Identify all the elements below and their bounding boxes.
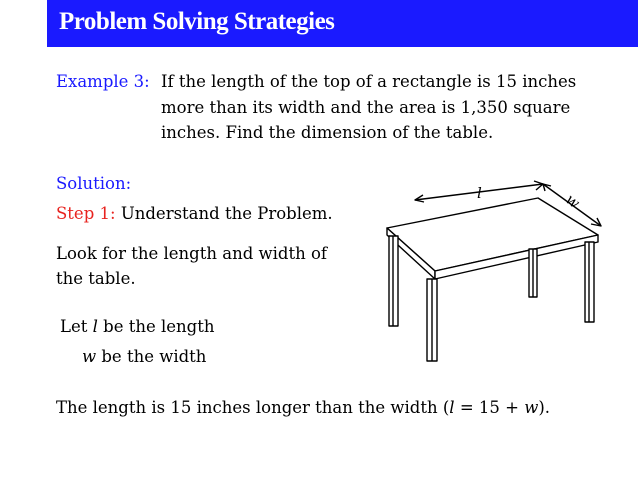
- relation-text: The length is 15 inches longer than the width (: [56, 398, 450, 417]
- step-text: Understand the Problem.: [120, 204, 333, 223]
- relation-var-l: l: [449, 398, 455, 417]
- let-w-text: be the width: [101, 347, 207, 366]
- var-w: w: [82, 347, 97, 366]
- length-label: l: [477, 184, 482, 202]
- var-l: l: [92, 317, 98, 336]
- width-label: w: [562, 190, 584, 213]
- step-1-line: [56, 202, 333, 226]
- example-line-2: more than its width and the area is 1,350 square: [161, 98, 571, 117]
- example-label: Example 3:: [56, 72, 150, 91]
- step-label: Step 1:: [56, 204, 116, 223]
- relation-line: [56, 396, 550, 420]
- solution-heading: Solution:: [56, 174, 132, 193]
- let-l-line: [60, 315, 214, 339]
- let-w-line: [82, 345, 206, 369]
- title-bar: [47, 0, 638, 47]
- relation-end: ).: [538, 398, 551, 417]
- let-l-text: be the length: [103, 317, 215, 336]
- slide-title: Problem Solving Strategies: [59, 8, 335, 35]
- example-line-3: inches. Find the dimension of the table.: [161, 123, 494, 142]
- example-line-1: If the length of the top of a rectangle is 15 inches: [161, 72, 577, 91]
- look-line-1: Look for the length and width of: [56, 244, 328, 263]
- let-prefix: Let: [60, 317, 88, 336]
- table-drawing-icon: [375, 176, 610, 366]
- look-line-2: the table.: [56, 269, 136, 288]
- relation-eq: = 15 +: [454, 398, 525, 417]
- relation-var-w: w: [524, 398, 539, 417]
